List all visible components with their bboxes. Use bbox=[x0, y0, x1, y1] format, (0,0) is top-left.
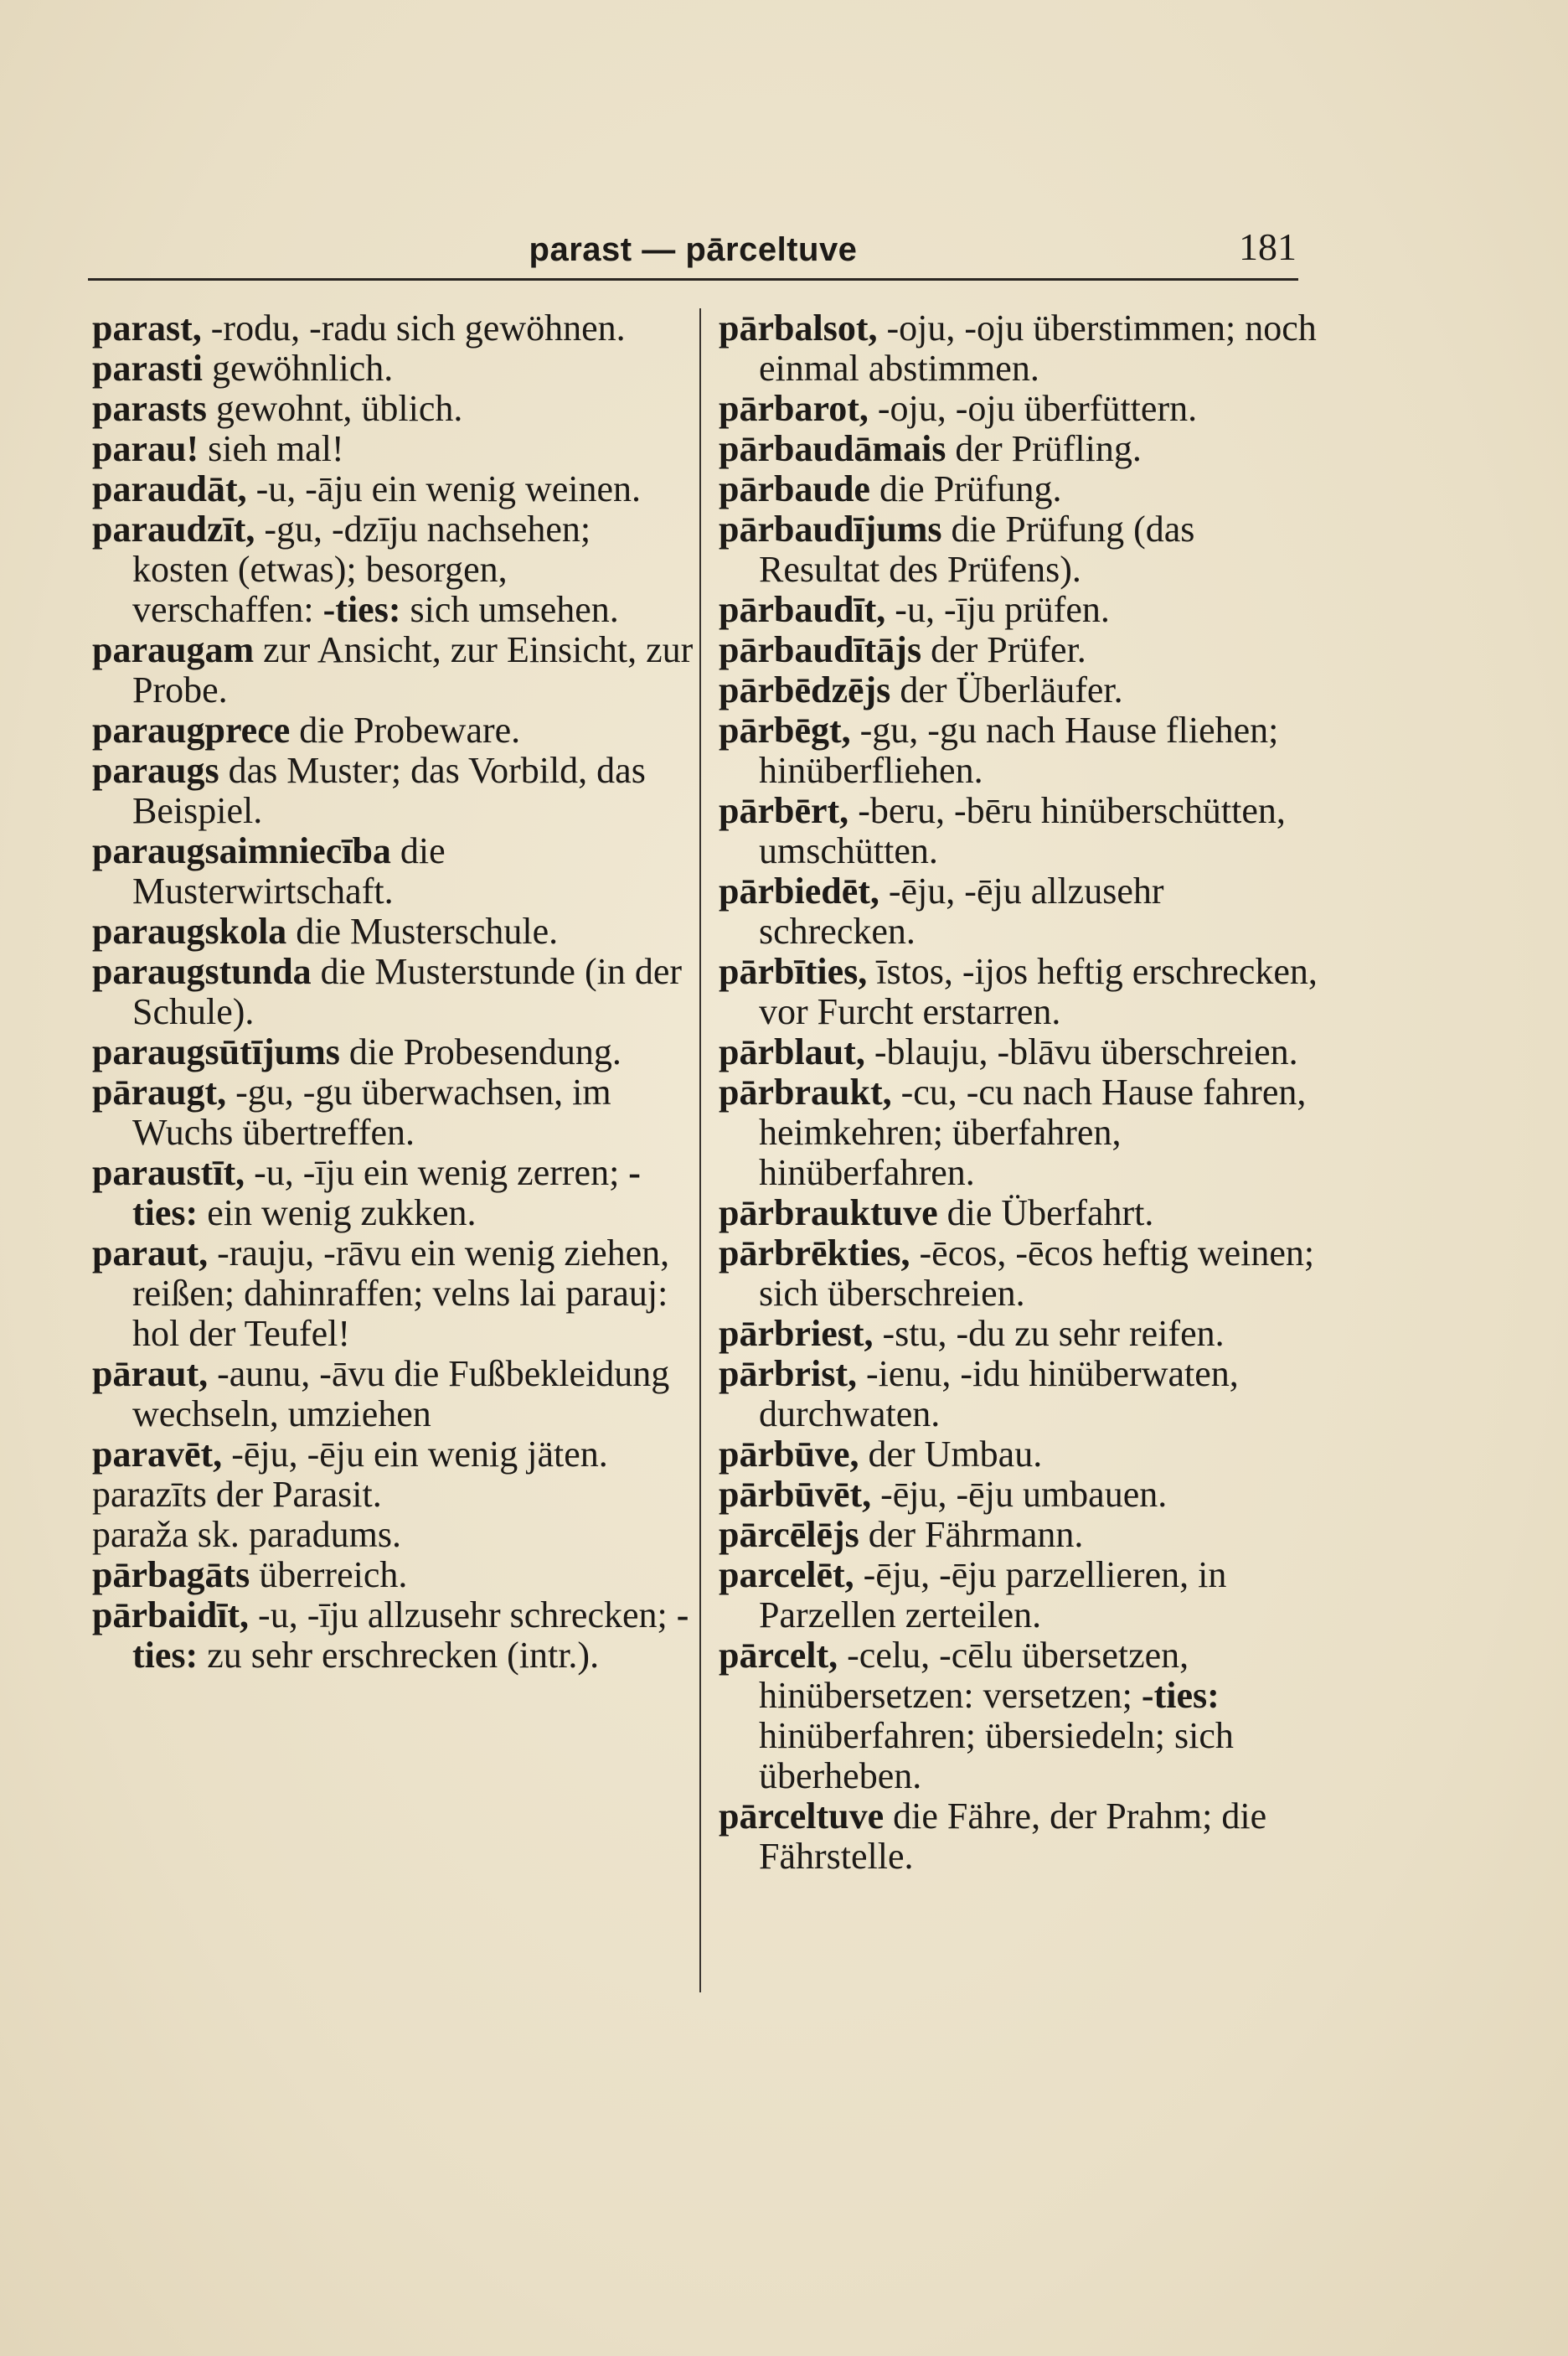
dictionary-entry bbox=[92, 1595, 694, 1676]
dictionary-entry bbox=[719, 1032, 1320, 1072]
inflection-forms: -u, -āju bbox=[246, 468, 363, 509]
headword: pārbagāts bbox=[92, 1554, 250, 1595]
reflexive-definition: hinüberfahren; übersiedeln; sich überheben. bbox=[759, 1715, 1234, 1796]
inflection-forms: -stu, -du bbox=[873, 1313, 1006, 1354]
headword: paraugsaimniecība bbox=[92, 830, 391, 871]
inflection-forms: -ēju, -ēju bbox=[854, 1554, 997, 1595]
inflection-forms: -blauju, -blāvu bbox=[864, 1031, 1091, 1072]
right-column bbox=[719, 308, 1320, 1877]
definition: ein wenig ziehen, reißen; dahinraffen; velns lai parauj: hol der Teufel! bbox=[132, 1232, 670, 1354]
reflexive-definition: ein wenig zukken. bbox=[198, 1192, 477, 1233]
dictionary-entry bbox=[92, 469, 694, 509]
definition: heftig weinen; sich überschreien. bbox=[759, 1232, 1315, 1314]
dictionary-entry bbox=[92, 1153, 694, 1233]
headword: pārbēgt, bbox=[719, 710, 851, 751]
headword: paraustīt, bbox=[92, 1152, 245, 1193]
reflexive-label: -ties: bbox=[313, 589, 401, 630]
dictionary-entry bbox=[719, 1515, 1320, 1555]
definition: ein wenig zerren; bbox=[353, 1152, 620, 1193]
dictionary-entry bbox=[719, 1635, 1320, 1796]
headword: pārbūve, bbox=[719, 1434, 859, 1475]
dictionary-entry bbox=[92, 952, 694, 1032]
reflexive-label: -ties: bbox=[132, 1152, 641, 1233]
reflexive-label: -ties: bbox=[132, 1594, 689, 1676]
headword: paraugsūtījums bbox=[92, 1031, 340, 1072]
dictionary-entry bbox=[92, 1354, 694, 1434]
definition: die Probesendung. bbox=[339, 1031, 622, 1072]
inflection-forms: -gu, -gu bbox=[226, 1072, 353, 1113]
headword: pāraut, bbox=[92, 1353, 209, 1394]
inflection-forms: -ēju, -ēju bbox=[879, 871, 1022, 912]
headword: parasti bbox=[92, 348, 203, 389]
dictionary-entry bbox=[719, 630, 1320, 670]
dictionary-entry bbox=[719, 1555, 1320, 1635]
dictionary-entry bbox=[719, 590, 1320, 630]
headword: pārbiedēt, bbox=[719, 871, 879, 912]
headword: paraudzīt, bbox=[92, 509, 255, 550]
dictionary-entry bbox=[92, 509, 694, 630]
page-header bbox=[88, 225, 1298, 281]
inflection-forms: -oju, -oju bbox=[877, 307, 1024, 349]
definition: der Prüfling. bbox=[946, 428, 1142, 469]
headword: paraut, bbox=[92, 1232, 209, 1274]
definition: die Fähre, der Prahm; die Fährstelle. bbox=[759, 1795, 1267, 1877]
headword: pārbaudītājs bbox=[719, 629, 922, 670]
definition: hinüberschütten, umschütten. bbox=[759, 790, 1286, 871]
headword: pārblaut, bbox=[719, 1031, 865, 1072]
definition: parzellieren, in Parzellen zerteilen. bbox=[759, 1554, 1227, 1635]
definition: sieh mal! bbox=[199, 428, 344, 469]
definition: umbauen. bbox=[1013, 1474, 1168, 1515]
inflection-forms: -ēju, -ēju bbox=[871, 1474, 1014, 1515]
dictionary-entry bbox=[92, 710, 694, 751]
headword: paraudāt, bbox=[92, 468, 247, 509]
definition: gewöhnlich. bbox=[203, 348, 394, 389]
dictionary-entry bbox=[92, 751, 694, 831]
headword: pārbīties, bbox=[719, 951, 868, 992]
headword: pāraugt, bbox=[92, 1072, 227, 1113]
dictionary-entry bbox=[92, 1434, 694, 1475]
inflection-forms: īstos, -ijos bbox=[867, 951, 1029, 992]
definition: sich gewöhnen. bbox=[386, 307, 626, 349]
inflection-forms: -rodu, -radu bbox=[201, 307, 387, 349]
page-title: parast — pārceltuve bbox=[529, 231, 858, 268]
dictionary-entry bbox=[92, 308, 694, 349]
headword: pārbalsot, bbox=[719, 307, 878, 349]
dictionary-entry bbox=[719, 1434, 1320, 1475]
definition: der Fährmann. bbox=[859, 1514, 1084, 1555]
definition: überschreien. bbox=[1091, 1031, 1298, 1072]
definition: heftig erschrecken, vor Furcht erstarren. bbox=[759, 951, 1318, 1032]
dictionary-entry bbox=[92, 389, 694, 429]
headword: pārcēlējs bbox=[719, 1514, 859, 1555]
headword: paravēt, bbox=[92, 1434, 223, 1475]
headword: pārbraukt, bbox=[719, 1072, 892, 1113]
definition: allzusehr schrecken. bbox=[759, 871, 1164, 952]
inflection-forms: -u, -īju bbox=[885, 589, 996, 630]
dictionary-entry bbox=[92, 1233, 694, 1354]
definition: die Überfahrt. bbox=[937, 1192, 1154, 1233]
headword: paraugstunda bbox=[92, 951, 312, 992]
definition: die Fußbekleidung wechseln, umziehen bbox=[132, 1353, 670, 1434]
definition: die Musterstunde (in der Schule). bbox=[132, 951, 683, 1032]
headword: parast, bbox=[92, 307, 202, 349]
inflection-forms: -aunu, -āvu bbox=[208, 1353, 385, 1394]
definition: nach Hause fliehen; hinüberfliehen. bbox=[759, 710, 1279, 791]
headword: pārbarot, bbox=[719, 388, 869, 429]
dictionary-entry bbox=[92, 349, 694, 389]
column-divider bbox=[699, 308, 701, 1992]
dictionary-entry bbox=[719, 1233, 1320, 1314]
headword: pārceltuve bbox=[719, 1795, 885, 1837]
dictionary-entry bbox=[92, 1515, 694, 1555]
definition: überwachsen, im Wuchs übertreffen. bbox=[132, 1072, 611, 1153]
inflection-forms: -u, -īju bbox=[245, 1152, 354, 1193]
inflection-forms: -ēcos, -ēcos bbox=[910, 1232, 1094, 1274]
definition: die Musterwirtschaft. bbox=[132, 830, 446, 912]
reflexive-label: -ties: bbox=[1132, 1675, 1220, 1716]
dictionary-entry bbox=[719, 1314, 1320, 1354]
definition: überreich. bbox=[250, 1554, 408, 1595]
headword: pārbaudījums bbox=[719, 509, 942, 550]
headword: pārcelt, bbox=[719, 1635, 838, 1676]
inflection-forms: -oju, -oju bbox=[868, 388, 1015, 429]
inflection-forms: -beru, -bēru bbox=[848, 790, 1032, 831]
definition: parazīts der Parasit. bbox=[92, 1474, 382, 1515]
definition: die Prüfung. bbox=[869, 468, 1062, 509]
inflection-forms: -gu, -dzīju bbox=[255, 509, 418, 550]
dictionary-entry bbox=[719, 791, 1320, 871]
headword: parcelēt, bbox=[719, 1554, 854, 1595]
headword: pārbēdzējs bbox=[719, 669, 891, 710]
dictionary-entry bbox=[719, 509, 1320, 590]
inflection-forms: -ēju, -ēju bbox=[222, 1434, 364, 1475]
dictionary-entry bbox=[719, 1475, 1320, 1515]
reflexive-definition: sich umsehen. bbox=[400, 589, 619, 630]
definition: allzusehr schrecken; bbox=[358, 1594, 668, 1635]
definition: das Muster; das Vorbild, das Beispiel. bbox=[132, 750, 646, 831]
headword: paraugprece bbox=[92, 710, 291, 751]
definition: gewohnt, üblich. bbox=[206, 388, 463, 429]
dictionary-entry bbox=[719, 952, 1320, 1032]
inflection-forms: -u, -īju bbox=[249, 1594, 358, 1635]
definition: überstimmen; noch einmal abstimmen. bbox=[759, 307, 1317, 389]
headword: pārbrauktuve bbox=[719, 1192, 938, 1233]
definition: prüfen. bbox=[995, 589, 1110, 630]
definition: der Prüfer. bbox=[921, 629, 1086, 670]
inflection-forms: -gu, -gu bbox=[850, 710, 977, 751]
definition: ein wenig weinen. bbox=[362, 468, 641, 509]
definition: nachsehen; kosten (etwas); besorgen, verschaffen: bbox=[132, 509, 591, 630]
definition: hinüberwaten, durchwaten. bbox=[759, 1353, 1239, 1434]
definition: der Überläufer. bbox=[890, 669, 1123, 710]
headword: parau! bbox=[92, 428, 199, 469]
reflexive-definition: zu sehr erschrecken (intr.). bbox=[198, 1635, 600, 1676]
definition: die Prüfung (das Resultat des Prüfens). bbox=[759, 509, 1195, 590]
headword: pārbriest, bbox=[719, 1313, 874, 1354]
dictionary-entry bbox=[92, 1032, 694, 1072]
dictionary-entry bbox=[92, 1072, 694, 1153]
definition: überfüttern. bbox=[1014, 388, 1198, 429]
headword: paraugs bbox=[92, 750, 219, 791]
dictionary-entry bbox=[719, 871, 1320, 952]
inflection-forms: -celu, -cēlu bbox=[838, 1635, 1014, 1676]
dictionary-entry bbox=[719, 1354, 1320, 1434]
definition: zu sehr reifen. bbox=[1005, 1313, 1225, 1354]
left-column bbox=[92, 308, 694, 1676]
inflection-forms: -rauju, -rāvu bbox=[208, 1232, 402, 1274]
dictionary-entry bbox=[719, 710, 1320, 791]
definition: paraža sk. paradums. bbox=[92, 1514, 401, 1555]
dictionary-entry bbox=[92, 1475, 694, 1515]
headword: pārbaude bbox=[719, 468, 870, 509]
dictionary-entry bbox=[92, 831, 694, 912]
dictionary-entry bbox=[719, 389, 1320, 429]
headword: pārbrist, bbox=[719, 1353, 857, 1394]
headword: pārbaidīt, bbox=[92, 1594, 250, 1635]
definition: zur Ansicht, zur Einsicht, zur Probe. bbox=[132, 629, 694, 710]
dictionary-entry bbox=[719, 670, 1320, 710]
inflection-forms: -ienu, -idu bbox=[857, 1353, 1020, 1394]
dictionary-entry bbox=[719, 1072, 1320, 1193]
dictionary-entry bbox=[719, 429, 1320, 469]
headword: pārbrēkties, bbox=[719, 1232, 910, 1274]
definition: der Umbau. bbox=[859, 1434, 1043, 1475]
headword: pārbērt, bbox=[719, 790, 849, 831]
headword: pārbaudīt, bbox=[719, 589, 886, 630]
dictionary-entry bbox=[719, 1193, 1320, 1233]
headword: paraugskola bbox=[92, 911, 287, 952]
dictionary-entry bbox=[92, 912, 694, 952]
dictionary-entry bbox=[92, 1555, 694, 1595]
dictionary-entry bbox=[719, 469, 1320, 509]
dictionary-entry bbox=[92, 630, 694, 710]
dictionary-entry bbox=[719, 1796, 1320, 1877]
headword: parasts bbox=[92, 388, 207, 429]
definition: ein wenig jäten. bbox=[364, 1434, 608, 1475]
definition: nach Hause fahren, heimkehren; überfahren, hinüberfahren. bbox=[759, 1072, 1307, 1193]
dictionary-entry bbox=[92, 429, 694, 469]
headword: paraugam bbox=[92, 629, 255, 670]
headword: pārbūvēt, bbox=[719, 1474, 872, 1515]
inflection-forms: -cu, -cu bbox=[891, 1072, 1014, 1113]
definition: die Probeware. bbox=[290, 710, 521, 751]
definition: die Musterschule. bbox=[286, 911, 559, 952]
definition: übersetzen, hinübersetzen: versetzen; bbox=[759, 1635, 1189, 1716]
page-number: 181 bbox=[1239, 225, 1297, 268]
dictionary-entry bbox=[719, 308, 1320, 389]
headword: pārbaudāmais bbox=[719, 428, 946, 469]
